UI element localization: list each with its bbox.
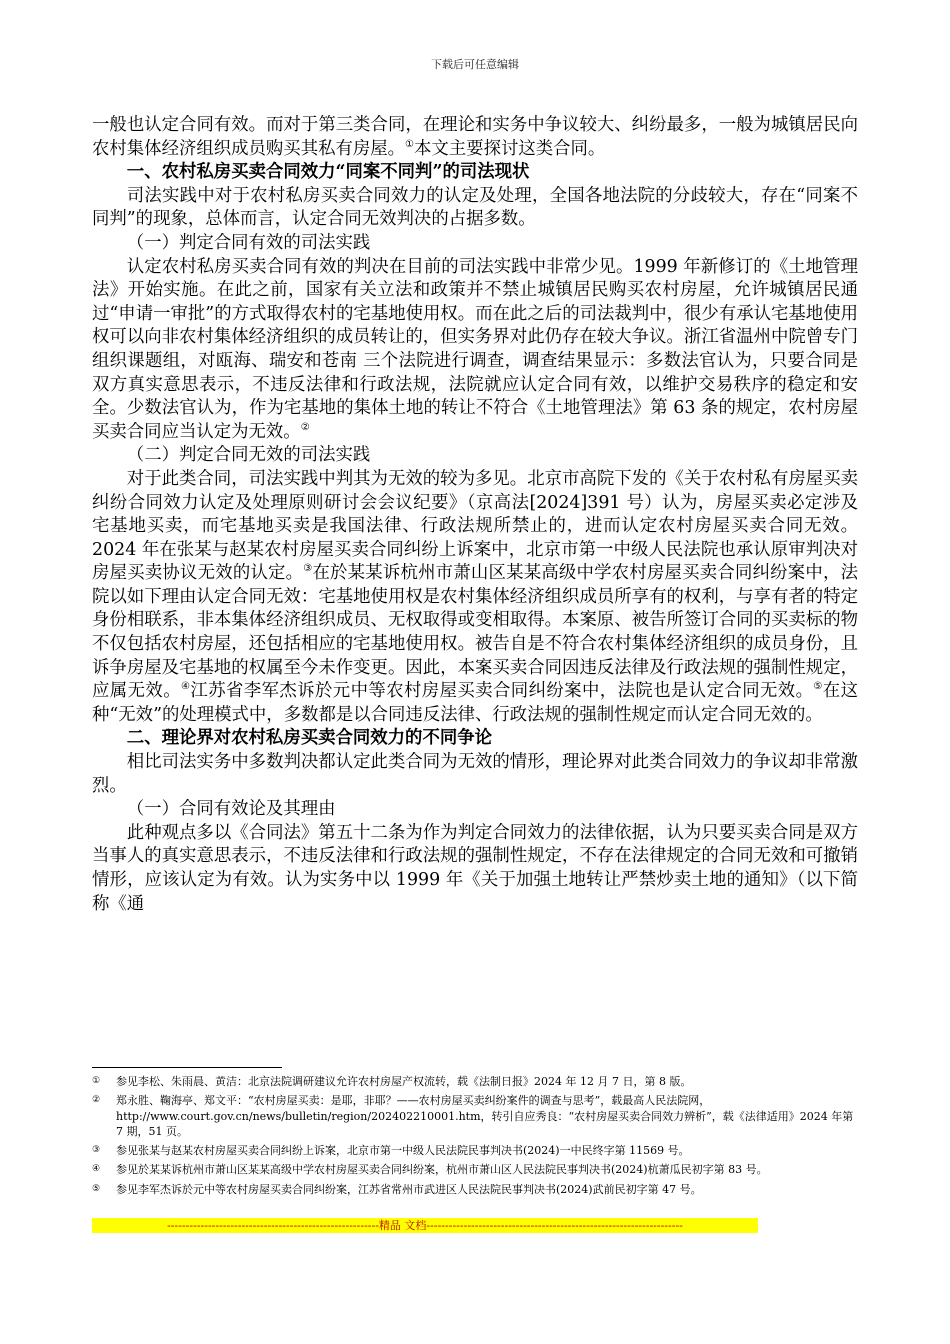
footnote-ref[interactable]: ⑤ [813, 681, 823, 693]
footnote-text: 参见李军杰诉於元中等农村房屋买卖合同纠纷案，江苏省常州市武进区人民法院民事判决书(2024)武前民初字第 47 号。 [116, 1182, 702, 1196]
footnote-text: 参见张某与赵某农村房屋买卖合同纠纷上诉案，北京市第一中级人民法院民事判决书(2024)一中民终字第 11569 号。 [116, 1144, 690, 1158]
body-text [92, 114, 858, 916]
paragraph: 对于此类合同，司法实践中判其为无效的较为多见。北京市高院下发的《关于农村私有房屋买卖纠纷合同效力认定及处理原则研讨会会议纪要》（京高法[2024]391 号）认为，房屋买卖必定涉及宅基地买卖，而宅基地买卖是我国法律、行政法规所禁止的，进而认定农村房屋买卖合同无效。2024 年在张某与赵某农村房屋买卖合同纠纷上诉案中，北京市第一中级人民法院也承认原审判决对房屋买卖协议无效的认定。③在於某某诉杭州市萧山区某某高级中学农村房屋买卖合同纠纷案中，法院以如下理由认定合同无效：宅基地使用权是农村集体经济组织成员所享有的权利，与享有者的特定身份相联系，非本集体经济组织成员、无权取得或变相取得。本案原、被告所签订合同的买卖标的物不仅包括农村房屋，还包括相应的宅基地使用权。被告自是不符合农村集体经济组织的成员身份，且诉争房屋及宅基地的权属至今未作变更。因此，本案买卖合同因违反法律及行政法规的强制性规定，应属无效。④江苏省李军杰诉於元中等农村房屋买卖合同纠纷案中，法院也是认定合同无效。⑤在这种“无效”的处理模式中，多数都是以合同违反法律、行政法规的强制性规定而认定合同无效的。 [92, 468, 858, 725]
footnote [92, 1074, 858, 1089]
subsection-heading: （一）判定合同有效的司法实践 [126, 232, 371, 253]
subsection-heading: （二）判定合同无效的司法实践 [126, 445, 371, 466]
section-heading: 二、理论界对农村私房买卖合同效力的不同争论 [126, 728, 493, 749]
footnote [92, 1093, 858, 1139]
footnote-ref[interactable]: ① [405, 138, 415, 150]
paragraph: 司法实践中对于农村私房买卖合同效力的认定及处理，全国各地法院的分歧较大，存在“同案不同判”的现象，总体而言，认定合同无效判决的占据多数。 [92, 185, 858, 230]
subsection-heading: （一）合同有效论及其理由 [126, 799, 336, 820]
footnote [92, 1143, 858, 1158]
footnote-ref[interactable]: ② [300, 421, 310, 433]
footnote [92, 1182, 858, 1197]
paragraph: 此种观点多以《合同法》第五十二条为作为判定合同效力的法律依据，认为只要买卖合同是双方当事人的真实意思表示，不违反法律和行政法规的强制性规定，不存在法律规定的合同无效和可撤销情形，应该认定为有效。认为实务中以 1999 年《关于加强土地转让严禁炒卖土地的通知》（以下简称《通 [92, 822, 858, 914]
footnote-divider [92, 1067, 282, 1068]
footnote-text: 郑永胜、鞠海亭、郑文平：“农村房屋买卖：是耶，非耶？——农村房屋买卖纠纷案件的调查与思考”，载最高人民法院网，http://www.court.gov.cn/news/bulletin/region/202402210001.htm，转引自应秀良：“农村房屋买卖合同效力辨析”，载《法律适用》2024 年第 7 期，51 页。 [116, 1094, 854, 1138]
footnote [92, 1162, 858, 1177]
footnote-number: ④ [92, 1164, 101, 1175]
footnote-text: 参见於某某诉杭州市萧山区某某高级中学农村房屋买卖合同纠纷案，杭州市萧山区人民法院民事判决书(2024)杭萧瓜民初字第 83 号。 [116, 1163, 768, 1177]
footnote-ref[interactable]: ③ [303, 563, 313, 575]
paragraph: 一般也认定合同有效。而对于第三类合同，在理论和实务中争议较大、纠纷最多，一般为城镇居民向农村集体经济组织成员购买其私有房屋。①本文主要探讨这类合同。 [92, 115, 858, 159]
page-footer-banner: ---------------------------------------------------------精品 文档--------------------------------------------------------------------- [92, 1218, 758, 1233]
section-heading: 一、农村私房买卖合同效力“同案不同判”的司法现状 [126, 162, 530, 183]
footnote-text: 参见李松、朱雨晨、黄洁：北京法院调研建议允许农村房屋产权流转，载《法制日报》2024 年 12 月 7 日，第 8 版。 [116, 1075, 692, 1088]
footnote-number: ⑤ [92, 1183, 101, 1194]
page-header: 下载后可任意编辑 [431, 58, 519, 71]
footnote-number: ③ [92, 1145, 101, 1156]
paragraph: 相比司法实务中多数判决都认定此类合同为无效的情形，理论界对此类合同效力的争议却非常激烈。 [92, 752, 858, 796]
footnote-number: ① [92, 1076, 101, 1086]
paragraph: 认定农村私房买卖合同有效的判决在目前的司法实践中非常少见。1999 年新修订的《土地管理法》开始实施。在此之前，国家有关立法和政策并不禁止城镇居民购买农村房屋，允许城镇居民通过“申请一审批”的方式取得农村的宅基地使用权。而在此之后的司法裁判中，很少有承认宅基地使用权可以向非农村集体经济组织的成员转让的，但实务界对此仍存在较大争议。浙江省温州中院曾专门组织课题组，对瓯海、瑞安和苍南 三个法院进行调查，调查结果显示：多数法官认为，只要合同是双方真实意思表示，不违反法律和行政法规，法院就应认定合同有效，以维护交易秩序的稳定和安全。少数法官认为，作为宅基地的集体土地的转让不符合《土地管理法》第 63 条的规定，农村房屋买卖合同应当认定为无效。② [92, 256, 858, 442]
footnote-ref[interactable]: ④ [181, 681, 191, 693]
footnotes [92, 1074, 858, 1201]
footnote-number: ② [92, 1095, 101, 1106]
